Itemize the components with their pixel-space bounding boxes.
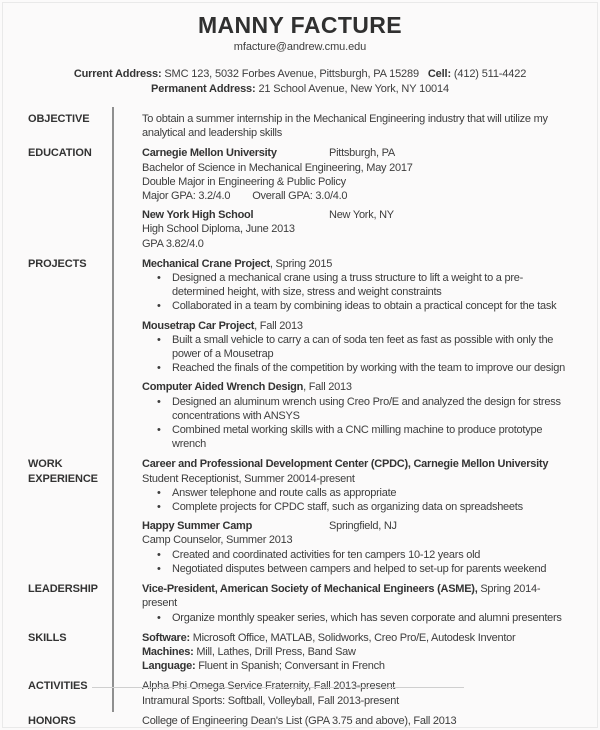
school-gpa [142, 189, 574, 203]
vertical-divider [112, 107, 114, 712]
bullet-item: • Answer telephone and route calls as appropriate [157, 486, 397, 499]
project-name: Mechanical Crane Project [142, 257, 270, 270]
section-label: LEADERSHIP [28, 583, 98, 596]
skill-key: Machines: [142, 645, 194, 658]
section-education [0, 146, 600, 250]
current-address-label: Current Address: [73, 68, 162, 80]
bullet-item: • Designed a mechanical crane using a truss structure to lift a weight to a pre-determined height, with size, stress and weight constraints [157, 272, 524, 299]
school-name: Carnegie Mellon University [142, 147, 277, 160]
job-role: Student Receptionist, Summer 20014-present [142, 472, 355, 485]
school-name: New York High School [142, 209, 254, 222]
address-block [0, 67, 600, 97]
bullet-item: • Built a small vehicle to carry a can of soda ten feet as fast as possible with only the power of a Mousetrap [157, 333, 554, 361]
job [142, 519, 574, 576]
project-name: Mousetrap Car Project [142, 319, 255, 332]
project-title [142, 319, 574, 333]
school-location: Pittsburgh, PA [329, 147, 395, 160]
bullet-icon: • [157, 300, 161, 313]
project-date: , Spring 2015 [269, 257, 333, 270]
bullet-item: • Negotiated disputes between campers and helped to set-up for parents weekend [157, 562, 547, 575]
section-label: EDUCATION [28, 147, 92, 160]
bullet-item: • Designed an aluminum wrench using Creo Pro/E and analyzed the design for stress concentrations with ANSYS [157, 395, 561, 422]
project [142, 319, 574, 376]
page-break-line [92, 687, 464, 688]
bullet-item: • Created and coordinated activities for ten campers 10-12 years old [157, 548, 481, 561]
job-name: Career and Professional Development Center (CPDC), Carnegie Mellon University [142, 458, 549, 471]
job [142, 457, 574, 514]
section-activities [0, 679, 600, 707]
bullet-list [142, 548, 574, 576]
objective-text: To obtain a summer internship in the Mechanical Engineering industry that will utilize my analytical and leadership skills [142, 113, 548, 140]
bullet-list [142, 271, 574, 314]
section-label: PROJECTS [28, 257, 87, 270]
project-title [142, 257, 574, 271]
bullet-list [142, 611, 574, 625]
section-honors [0, 714, 600, 728]
project [142, 380, 574, 451]
bullet-icon: • [157, 333, 161, 346]
current-address-value: SMC 123, 5032 Forbes Avenue, Pittsburgh, PA 15289 [164, 68, 419, 80]
honors-text: College of Engineering Dean's List (GPA 3.75 and above), Fall 2013 [142, 714, 457, 727]
bullet-icon: • [157, 548, 161, 561]
school-gpa: GPA 3.82/4.0 [142, 237, 204, 250]
leadership-role: Vice-President, American Society of Mechanical Engineers (ASME), [142, 583, 478, 596]
bullet-list [142, 395, 574, 452]
cell-number: (412) 511-4422 [453, 68, 527, 80]
job-name: Happy Summer Camp [142, 520, 253, 533]
bullet-item: • Combined metal working skills with a CNC milling machine to produce prototype wrench [157, 424, 543, 451]
permanent-address-line [0, 82, 600, 97]
gpa-overall: Overall GPA: 3.0/4.0 [252, 190, 348, 203]
section-leadership [0, 582, 600, 625]
section-skills [0, 631, 600, 674]
bullet-item: • Complete projects for CPDC staff, such as organizing data on spreadsheets [157, 501, 523, 514]
job-header [142, 457, 574, 471]
project-date: , Fall 2013 [254, 319, 303, 332]
resume-body [0, 112, 600, 728]
section-label: SKILLS [28, 631, 67, 644]
education-school [142, 146, 574, 203]
skill-key: Language: [142, 660, 196, 673]
section-label: OBJECTIVE [28, 113, 90, 125]
leadership-entry [142, 582, 574, 625]
bullet-icon: • [157, 501, 161, 514]
school-location: New York, NY [329, 209, 394, 222]
email-text: mfacture@andrew.cmu.edu [233, 41, 367, 53]
bullet-list [142, 333, 574, 376]
skill-row [142, 659, 574, 673]
bullet-icon: • [157, 562, 161, 575]
school-degree: High School Diploma, June 2013 [142, 223, 295, 236]
section-objective [0, 112, 600, 140]
cell-label: Cell: [427, 68, 451, 80]
school-header [142, 146, 574, 160]
section-projects [0, 257, 600, 452]
skill-row [142, 645, 574, 659]
section-work-experience [0, 457, 600, 576]
skill-value: Fluent in Spanish; Conversant in French [198, 660, 385, 673]
resume-header [0, 0, 600, 97]
education-school [142, 208, 574, 251]
bullet-icon: • [157, 362, 161, 375]
section-label: HONORS [28, 714, 76, 727]
leadership-date: Spring 2014-present [142, 583, 541, 610]
permanent-address-label: Permanent Address: [151, 83, 256, 95]
project-title [142, 380, 574, 394]
skill-row [142, 631, 574, 645]
project [142, 257, 574, 314]
bullet-item: • Collaborated in a team by combining ideas to obtain a practical concept for the task [157, 300, 557, 313]
bullet-list [142, 486, 574, 514]
school-header [142, 208, 574, 222]
job-role: Camp Counselor, Summer 2013 [142, 534, 293, 547]
bullet-item: • Organize monthly speaker series, which has seven corporate and alumni presenters [157, 611, 562, 624]
current-address-line [0, 67, 600, 82]
bullet-icon: • [157, 424, 161, 437]
section-label: ACTIVITIES [28, 680, 88, 693]
bullet-icon: • [157, 486, 161, 499]
activity-line: Intramural Sports: Softball, Volleyball, Fall 2013-present [142, 694, 399, 707]
job-header [142, 519, 574, 533]
skill-value: Microsoft Office, MATLAB, Solidworks, Creo Pro/E, Autodesk Inventor [192, 631, 516, 644]
bullet-icon: • [157, 395, 161, 408]
skill-value: Mill, Lathes, Drill Press, Band Saw [196, 645, 356, 658]
bullet-icon: • [157, 272, 161, 285]
gpa-major: Major GPA: 3.2/4.0 [142, 190, 231, 203]
skill-key: Software: [142, 631, 190, 644]
project-date: , Fall 2013 [303, 381, 352, 394]
school-degree: Bachelor of Science in Mechanical Engineering, May 2017 [142, 161, 413, 174]
bullet-icon: • [157, 611, 161, 624]
leadership-title [142, 582, 574, 610]
bullet-item: • Reached the finals of the competition by working with the team to improve our design [157, 362, 565, 375]
job-location: Springfield, NJ [329, 520, 397, 533]
project-name: Computer Aided Wrench Design [142, 381, 304, 394]
permanent-address-value: 21 School Avenue, New York, NY 10014 [258, 83, 449, 95]
school-major: Double Major in Engineering & Public Policy [142, 175, 346, 188]
person-name: MANNY FACTURE [197, 12, 403, 38]
section-label: WORK EXPERIENCE [28, 458, 98, 485]
